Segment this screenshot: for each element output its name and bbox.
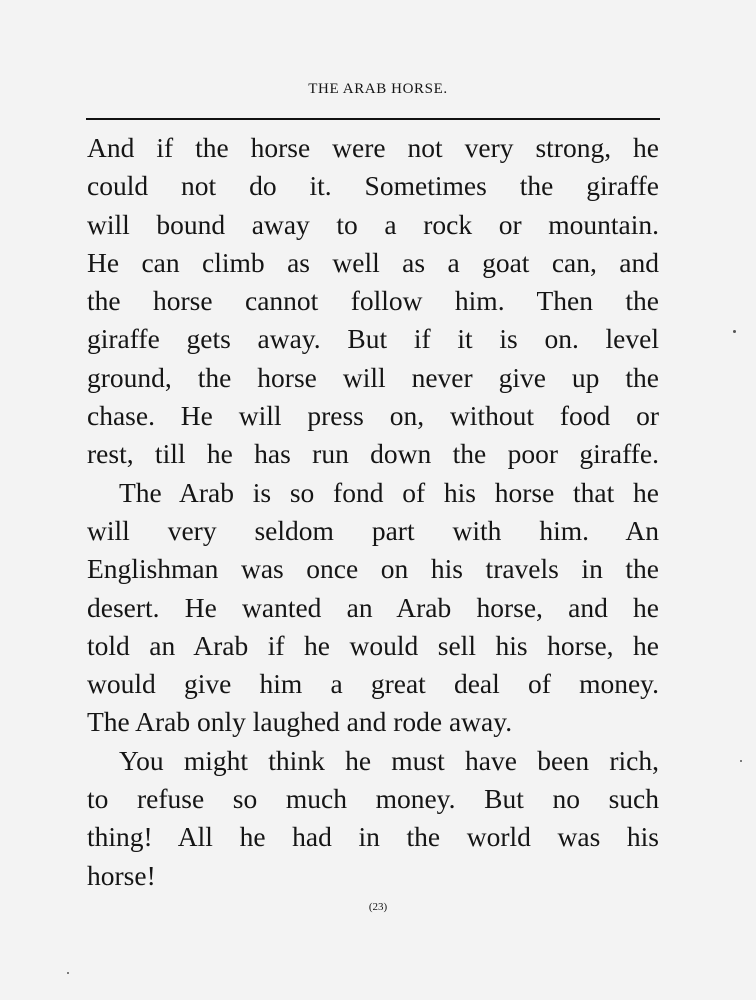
print-speck bbox=[67, 972, 69, 974]
text-line: to refuse so much money. But no such bbox=[87, 783, 659, 815]
text-line: chase. He will press on, without food or bbox=[87, 400, 659, 432]
text-line: will very seldom part with him. An bbox=[87, 514, 659, 546]
header-rule bbox=[86, 118, 660, 120]
text-line: thing! All he had in the world was his bbox=[87, 821, 659, 853]
text-line: ground, the horse will never give up the bbox=[87, 361, 659, 393]
text-line: Englishman was once on his travels in the bbox=[87, 553, 659, 585]
text-line: could not do it. Sometimes the giraffe bbox=[87, 170, 659, 202]
text-line: The Arab is so fond of his horse that he bbox=[119, 476, 659, 508]
text-line: desert. He wanted an Arab horse, and he bbox=[87, 591, 659, 623]
text-line: You might think he must have been rich, bbox=[119, 744, 659, 776]
text-line: giraffe gets away. But if it is on. level bbox=[87, 323, 659, 355]
text-line: horse! bbox=[87, 859, 156, 891]
print-speck bbox=[740, 760, 742, 762]
text-line: And if the horse were not very strong, he bbox=[87, 132, 659, 163]
text-line: The Arab only laughed and rode away. bbox=[87, 706, 513, 738]
print-speck bbox=[733, 330, 736, 333]
text-line: rest, till he has run down the poor giraffe. bbox=[87, 438, 659, 470]
text-line: told an Arab if he would sell his horse, he bbox=[87, 629, 659, 661]
running-head: THE ARAB HORSE. bbox=[308, 81, 448, 97]
text-line: will bound away to a rock or mountain. bbox=[87, 208, 659, 240]
text-line: the horse cannot follow him. Then the bbox=[87, 285, 659, 317]
text-line: would give him a great deal of money. bbox=[87, 668, 659, 700]
text-line: He can climb as well as a goat can, and bbox=[87, 246, 659, 278]
body-text bbox=[87, 129, 659, 895]
page-number: (23) bbox=[368, 901, 388, 913]
